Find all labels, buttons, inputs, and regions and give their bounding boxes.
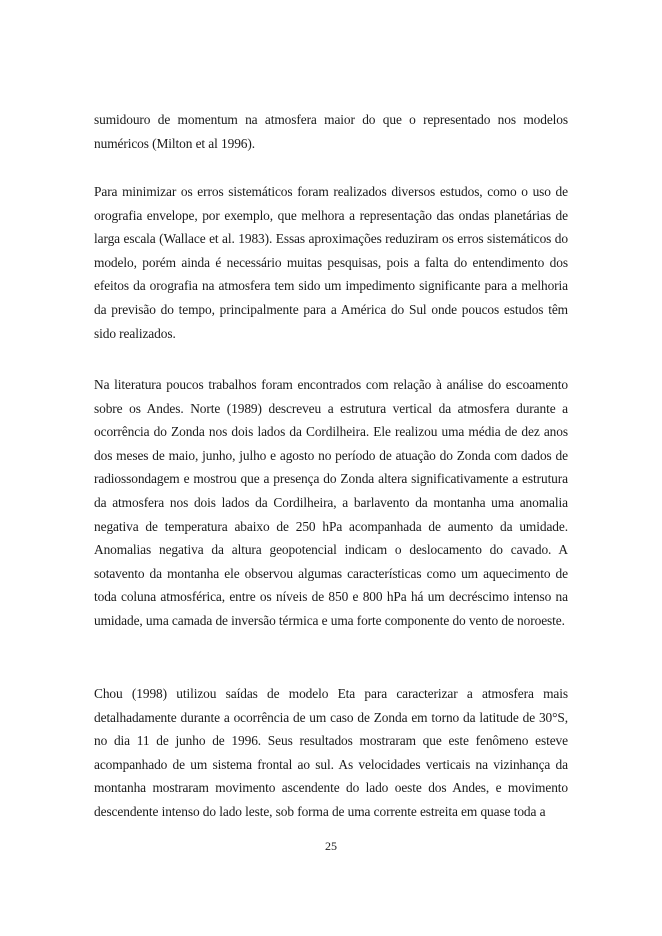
paragraph-4: Chou (1998) utilizou saídas de modelo Eta para caracterizar a atmosfera mais detalhadamente durante a ocorrência de um caso de Zonda em torno da latitude de 30°S, no dia 11 de junho de 1996. Seus resultados mostraram que este fenômeno esteve acompanhado de um sistema frontal ao sul. As velocidades verticais na vizinhança da montanha mostraram movimento ascendente do lado oeste dos Andes, e movimento descendente intenso do lado leste, sob forma de uma corrente estreita em quase toda a	[94, 686, 568, 819]
page-number: 25	[325, 839, 337, 853]
paragraph-2: Para minimizar os erros sistemáticos foram realizados diversos estudos, como o uso de orografia envelope, por exemplo, que melhora a representação das ondas planetárias de larga escala (Wallace et al. 1983). Essas aproximações reduziram os erros sistemáticos do modelo, porém ainda é necessário muitas pesquisas, pois a falta do entendimento dos efeitos da orografia na atmosfera tem sido um impedimento significante para a melhoria da previsão do tempo, principalmente para a América do Sul onde poucos estudos têm sido realizados.	[94, 184, 568, 341]
paragraph-1: sumidouro de momentum na atmosfera maior do que o representado nos modelos numéricos (Milton et al 1996).	[94, 112, 568, 151]
paragraph-3: Na literatura poucos trabalhos foram encontrados com relação à análise do escoamento sobre os Andes. Norte (1989) descreveu a estrutura vertical da atmosfera durante a ocorrência do Zonda nos dois lados da Cordilheira. Ele realizou uma média de dez anos dos meses de maio, junho, julho e agosto no período de atuação do Zonda com dados de radiossondagem e mostrou que a presença do Zonda altera significativamente a estrutura da atmosfera nos dois lados da Cordilheira, a barlavento da montanha uma anomalia negativa de temperatura abaixo de 250 hPa acompanhada de aumento da umidade. Anomalias negativa da altura geopotencial indicam o deslocamento do cavado. A sotavento da montanha ele observou algumas características como um aquecimento de toda coluna atmosférica, entre os níveis de 850 e 800 hPa há um decréscimo intenso na umidade, uma camada de inversão térmica e uma forte componente do vento de noroeste.	[94, 377, 568, 628]
